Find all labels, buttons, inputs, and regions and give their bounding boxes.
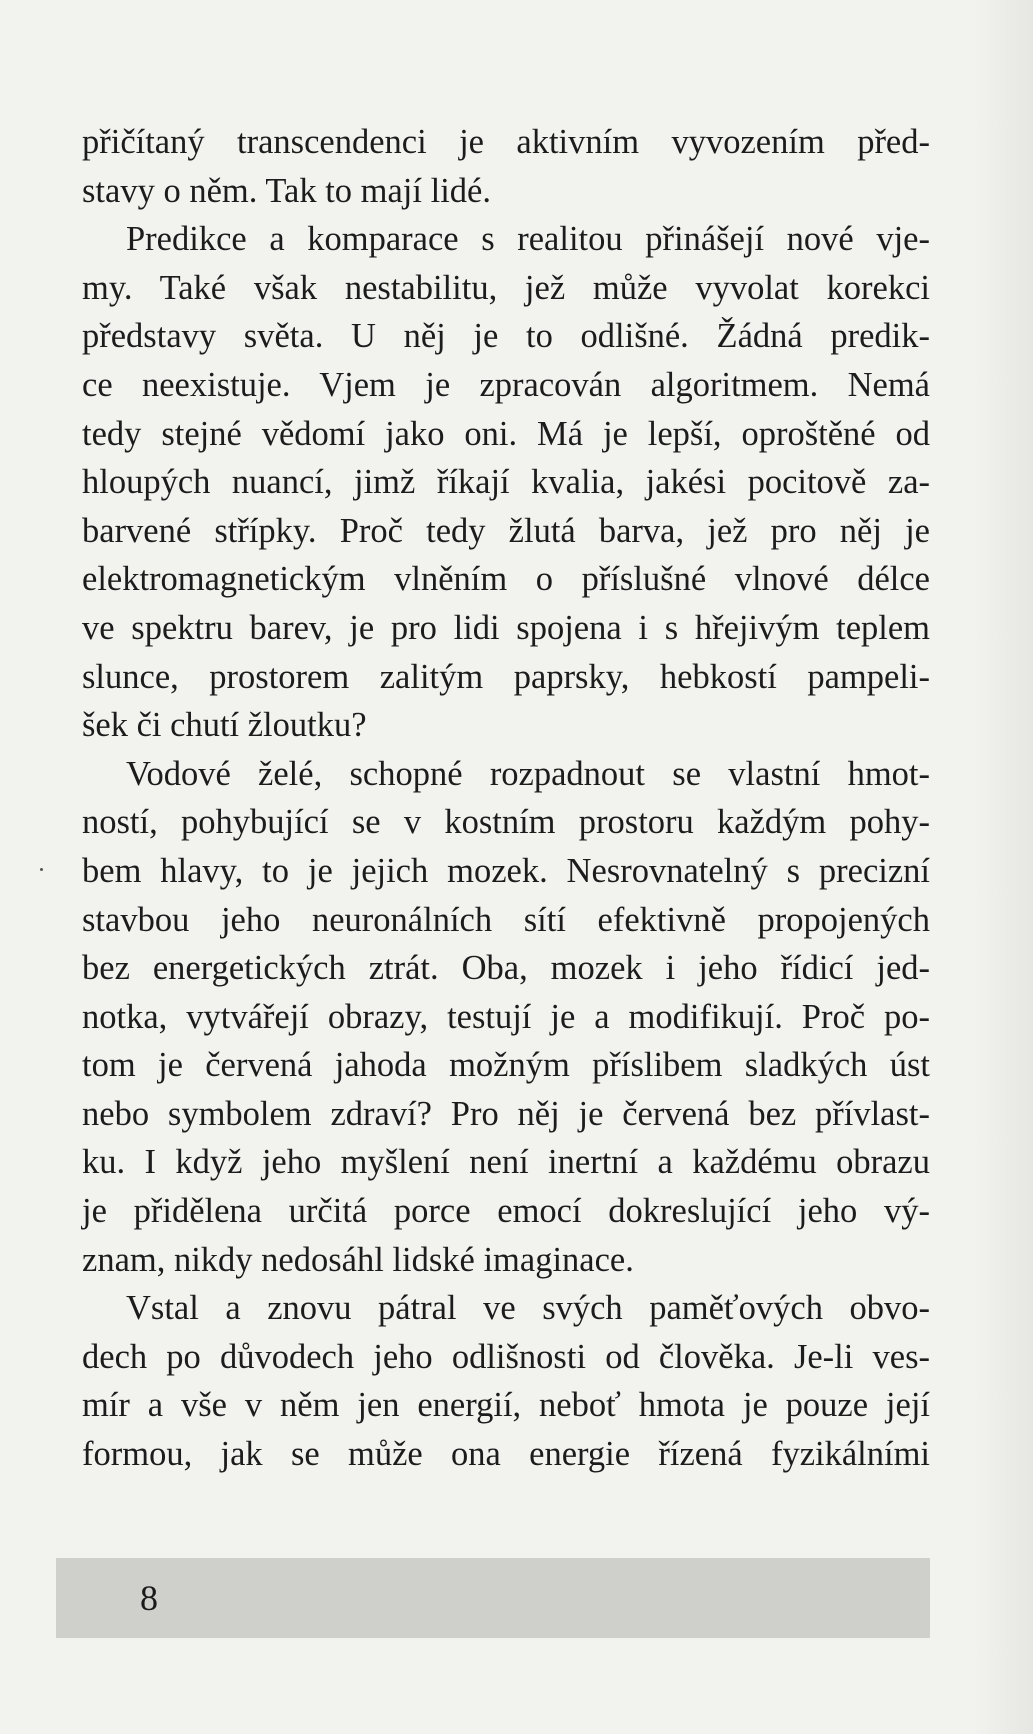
text-line: přičítaný transcendenci je aktivním vyvozením před- [82,123,930,161]
text-line: ce neexistuje. Vjem je zpracován algoritmem. Nemá [82,365,930,404]
text-line: ve spektru barev, je pro lidi spojena i s hřejivým teplem [82,608,930,647]
text-line: bez energetických ztrát. Oba, mozek i jeho řídicí jed- [82,949,930,988]
page-number: 8 [140,1578,158,1618]
text-line: hloupých nuancí, jimž říkají kvalia, jakési pocitově za- [82,463,930,502]
text-line: představy světa. U něj je to odlišné. Žádná predik- [82,317,930,356]
page-edge-shadow [973,0,1033,1734]
text-line: elektromagnetickým vlněním o příslušné vlnové délce [82,560,930,599]
text-line: mír a vše v něm jen energií, neboť hmota je pouze její [82,1386,930,1425]
text-line: barvené střípky. Proč tedy žlutá barva, jež pro něj je [82,511,930,550]
text-line: stavy o něm. Tak to mají lidé. [82,171,491,210]
text-line: formou, jak se může ona energie řízená fyzikálními [82,1435,930,1474]
text-line: slunce, prostorem zalitým paprsky, hebkostí pampeli- [82,657,930,696]
text-line: bem hlavy, to je jejich mozek. Nesrovnatelný s precizní [82,851,930,890]
text-line: stavbou jeho neuronálních sítí efektivně propojených [82,900,930,939]
text-line: tom je červená jahoda možným příslibem sladkých úst [82,1046,930,1085]
text-line: tedy stejné vědomí jako oni. Má je lepší, oproštěné od [82,414,930,453]
page-footer-bar [56,1558,930,1638]
text-line: Vstal a znovu pátral ve svých paměťových obvo- [126,1289,930,1328]
text-line: nebo symbolem zdraví? Pro něj je červená bez přívlast- [82,1094,930,1133]
text-line: notka, vytvářejí obrazy, testují je a modifikují. Proč po- [82,997,930,1036]
text-line: ností, pohybující se v kostním prostoru každým pohy- [82,803,930,842]
text-line: Vodové želé, schopné rozpadnout se vlastní hmot- [126,754,930,793]
text-line: my. Také však nestabilitu, jež může vyvolat korekci [82,268,930,307]
body-text [82,118,930,1479]
text-line: znam, nikdy nedosáhl lidské imaginace. [82,1240,634,1279]
text-line: Predikce a komparace s realitou přinášejí nové vje- [126,220,930,259]
text-line: ku. I když jeho myšlení není inertní a každému obrazu [82,1143,930,1182]
text-line: je přidělena určitá porce emocí dokreslující jeho vý- [82,1192,930,1231]
text-line: šek či chutí žloutku? [82,706,367,745]
text-line: dech po důvodech jeho odlišnosti od člověka. Je-li ves- [82,1337,930,1376]
paper-speck [40,868,43,871]
